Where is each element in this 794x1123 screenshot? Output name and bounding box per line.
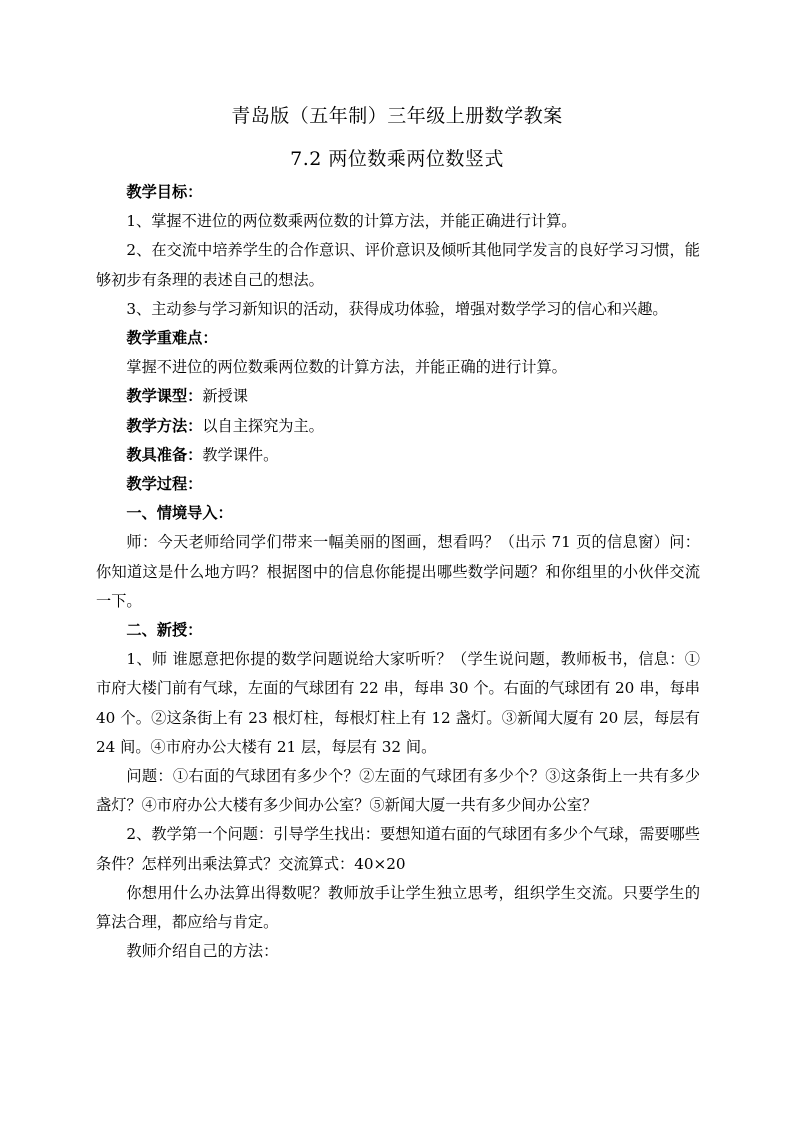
materials-label: 教具准备： [126, 445, 203, 464]
section-heading: 二、新授： [126, 621, 203, 640]
key-points-heading: 教学重难点： [126, 329, 218, 348]
paragraph: 师：今天老师给同学们带来一幅美丽的图画，想看吗？（出示 71 页的信息窗）问：你知道这是什么地方吗？根据图中的信息你能提出哪些数学问题？和你组里的小伙伴交流一下。 [96, 533, 700, 610]
paragraph: 问题：①右面的气球团有多少个？②左面的气球团有多少个？③这条街上一共有多少盏灯？④市府办公大楼有多少间办公室？⑤新闻大厦一共有多少间办公室？ [96, 767, 700, 815]
paragraph: 教师介绍自己的方法： [126, 942, 279, 961]
document-body [96, 178, 700, 966]
paragraph: 你想用什么办法算出得数呢？教师放手让学生独立思考，组织学生交流。只要学生的算法合理，都应给与肯定。 [96, 883, 700, 932]
objective-item: 1、掌握不进位的两位数乘两位数的计算方法，并能正确进行计算。 [126, 212, 577, 231]
lesson-type-label: 教学课型： [126, 387, 203, 406]
objectives-heading: 教学目标： [126, 183, 203, 201]
lesson-type-value: 新授课 [202, 387, 248, 406]
document-subtitle: 7.2 两位数乘两位数竖式 [290, 148, 504, 170]
document-title: 青岛版（五年制）三年级上册数学教案 [231, 105, 563, 127]
objective-item: 3、主动参与学习新知识的活动，获得成功体验，增强对数学学习的信心和兴趣。 [126, 299, 668, 318]
section-heading: 一、情境导入： [126, 504, 233, 523]
process-heading: 教学过程： [126, 475, 203, 494]
method-label: 教学方法： [126, 416, 203, 435]
materials-value: 教学课件。 [202, 445, 279, 464]
method-line [96, 412, 700, 441]
materials-line [96, 441, 700, 470]
key-points-text: 掌握不进位的两位数乘两位数的计算方法，并能正确的进行计算。 [126, 358, 567, 377]
method-value: 以自主探究为主。 [202, 416, 324, 435]
lesson-type-line [96, 382, 700, 411]
objective-item: 2、在交流中培养学生的合作意识、评价意识及倾听其他同学发言的良好学习习惯，能够初步有条理的表述自己的想法。 [96, 241, 700, 289]
paragraph: 2、教学第一个问题：引导学生找出：要想知道右面的气球团有多少个气球，需要哪些条件？怎样列出乘法算式？交流算式：40×20 [96, 825, 700, 873]
paragraph: 1、师 谁愿意把你提的数学问题说给大家听听？（学生说问题，教师板书，信息：①市府大楼门前有气球，左面的气球团有 22 串，每串 30 个。右面的气球团有 20 串，每串 40 个。②这条街上有 23 根灯柱，每根灯柱上有 12 盏灯。③新闻大厦有 20 层，每层有 24 间。④市府办公大楼有 21 层，每层有 32 间。 [96, 650, 700, 756]
